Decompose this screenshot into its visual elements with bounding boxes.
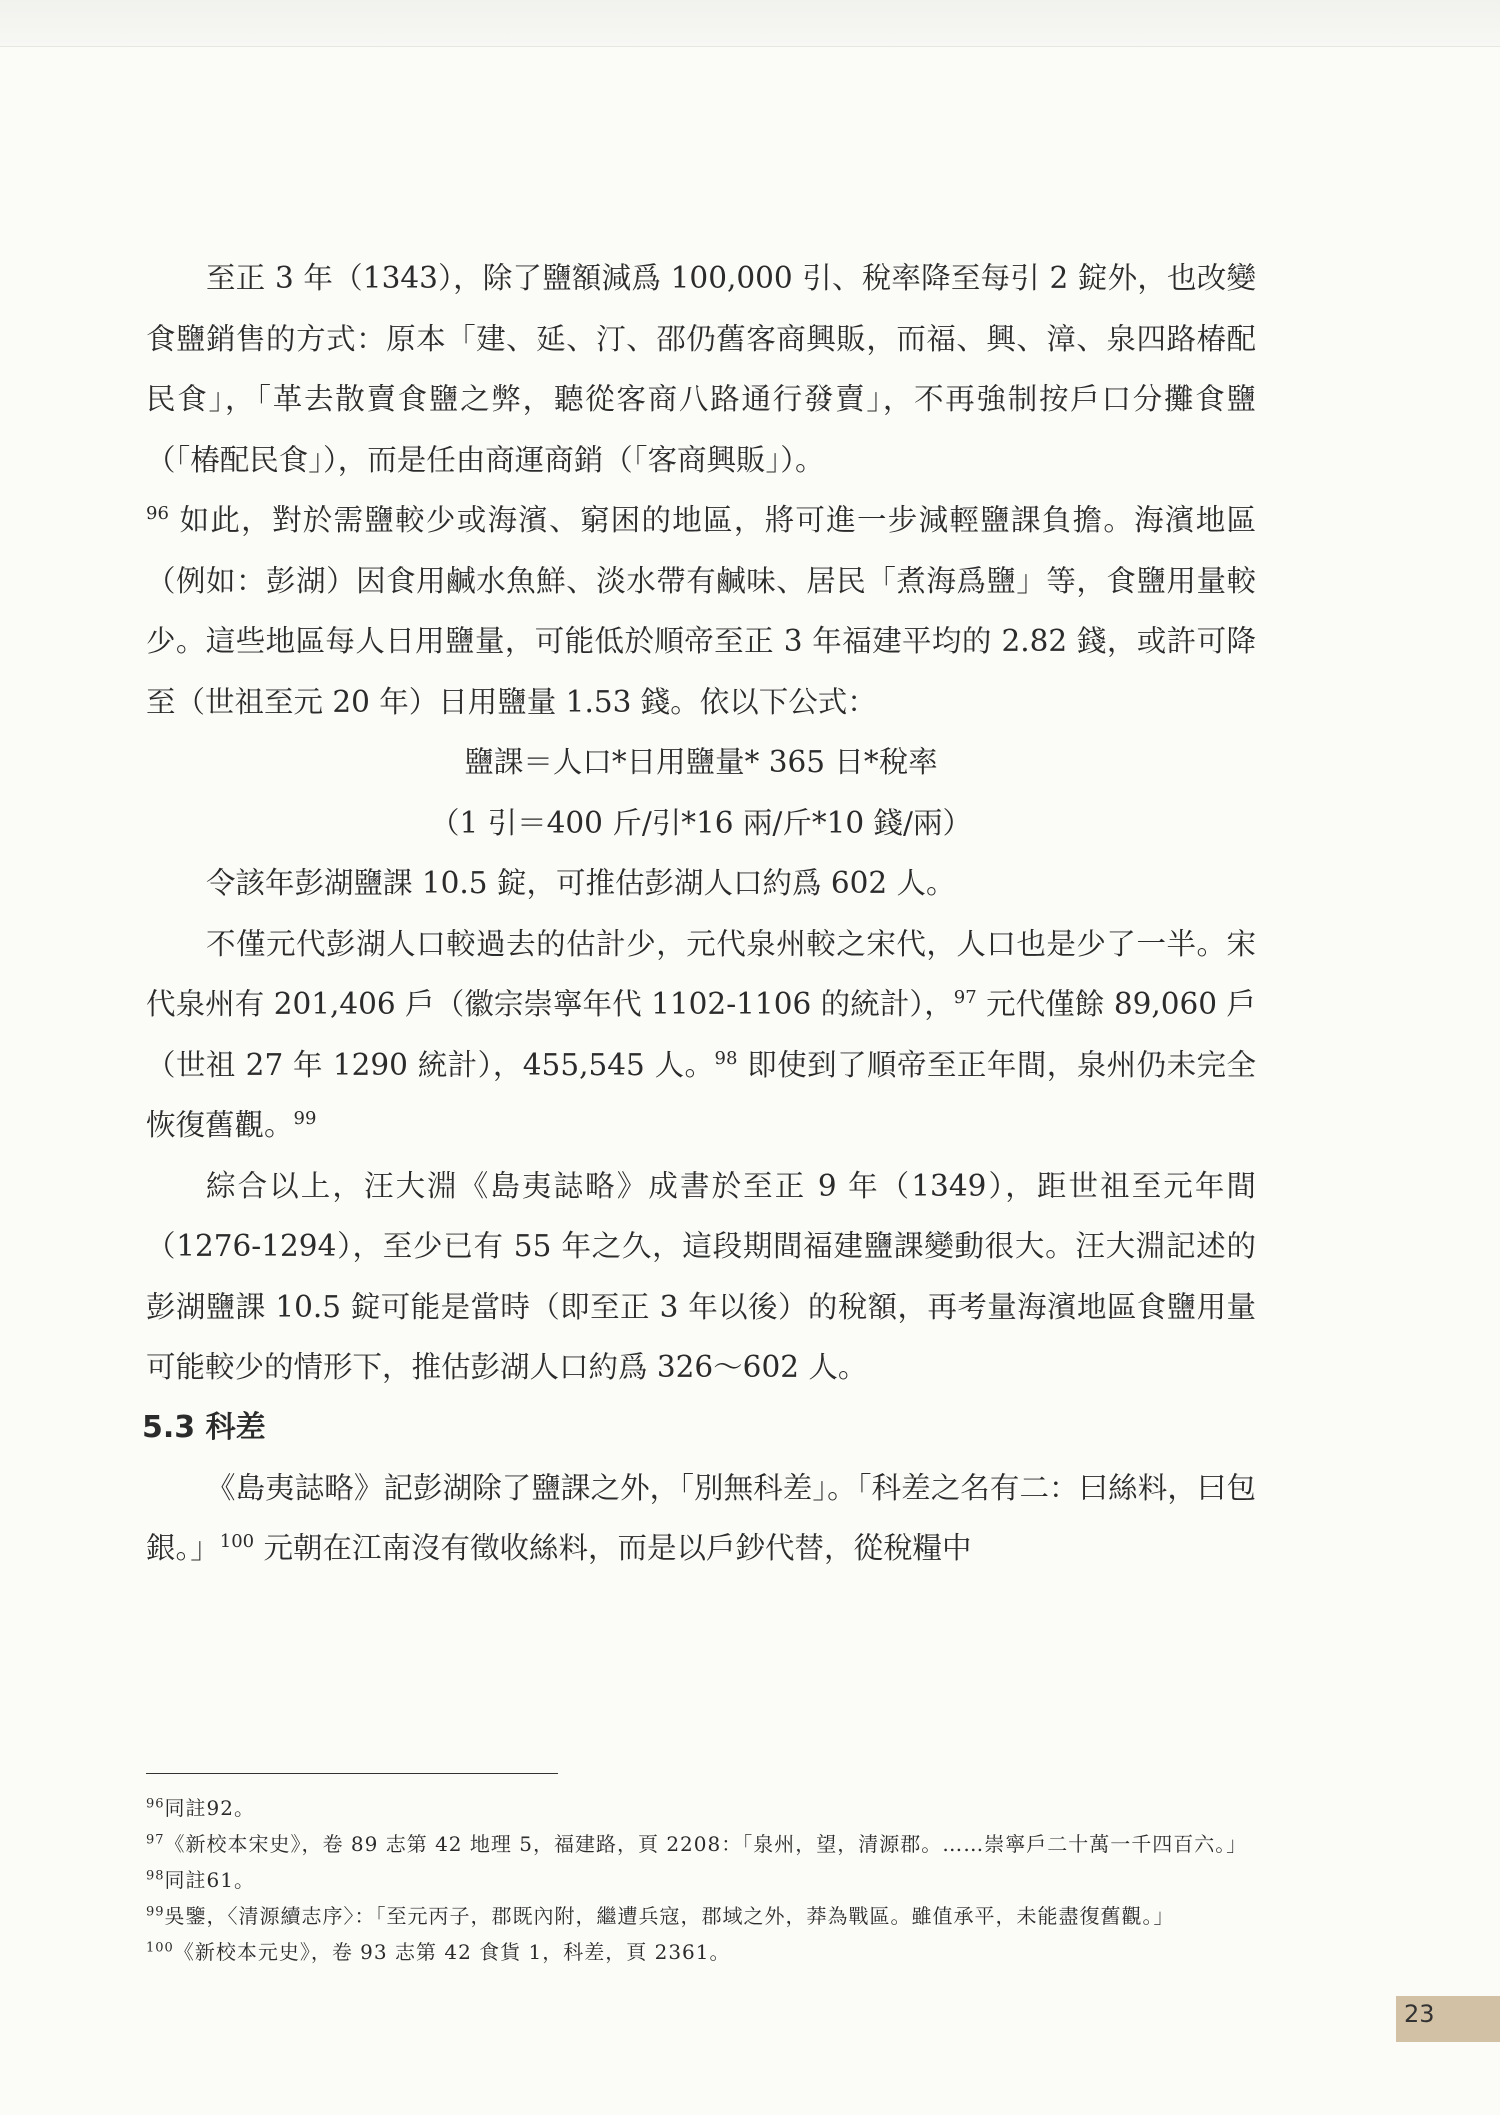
footnote-ref-99[interactable]: 99 (293, 1108, 317, 1130)
footnote-ref-100[interactable]: 100 (219, 1531, 255, 1553)
body-text (142, 248, 1256, 1579)
paragraph-kechai: 《島夷誌略》記彭湖除了鹽課之外，「別無科差」。「科差之名有二：曰絲料，曰包銀。」$^{100}$ 元朝在江南沒有徵收絲料，而是以戶鈔代替，從稅糧中 (146, 1470, 1256, 1565)
formula-salt-tax: 鹽課＝人口*日用鹽量* 365 日*稅率 (464, 745, 938, 779)
paragraph-quanzhou-population: 不僅元代彭湖人口較過去的估計少，元代泉州較之宋代，人口也是少了一半。宋代泉州有 201,406 戶（徽宗崇寧年代 1102-1106 的統計），$^{97}$ 元代僅餘 89,060 戶（世祖 27 年 1290 統計），455,545 人。$^{98}$ 即使到了順帝至正年間，泉州仍未完全恢復舊觀。$^{99}$ (146, 926, 1256, 1142)
footnote-ref-98[interactable]: 98 (714, 1047, 738, 1069)
footnote-96: $^{96}$同註92。 (146, 1796, 255, 1820)
paragraph-salt-tax-1343: 至正 3 年（1343），除了鹽額減爲 100,000 引、稅率降至每引 2 錠外，也改變食鹽銷售的方式：原本「建、延、汀、邵仍舊客商興販，而福、興、漳、泉四路椿配民食」，「革去散賣食鹽之弊，聽從客商八路通行發賣」，不再強制按戶口分攤食鹽（「椿配民食」），而是任由商運商銷（「客商興販」）。 (146, 261, 1256, 477)
page-top-band (0, 0, 1500, 47)
paragraph-summary: 綜合以上，汪大淵《島夷誌略》成書於至正 9 年（1349），距世祖至元年間（1276-1294），至少已有 55 年之久，這段期間福建鹽課變動很大。汪大淵記述的彭湖鹽課 10.5 錠可能是當時（即至正 3 年以後）的稅額，再考量海濱地區食鹽用量可能較少的情形下，推估彭湖人口約爲 326～602 人。 (146, 1168, 1256, 1384)
footnote-ref-96[interactable]: 96 (146, 503, 169, 525)
section-heading: 5.3 科差 (142, 1409, 266, 1445)
paragraph-population-estimate: 令該年彭湖鹽課 10.5 錠，可推估彭湖人口約爲 602 人。 (206, 866, 956, 900)
formula-units: （1 引＝400 斤/引*16 兩/斤*10 錢/兩） (430, 805, 972, 840)
footnote-98: $^{98}$同註61。 (146, 1868, 255, 1892)
paragraph-salt-reduction: $^{96}$ 如此，對於需鹽較少或海濱、窮困的地區，將可進一步減輕鹽課負擔。海濱地區（例如：彭湖）因食用鹹水魚鮮、淡水帶有鹹味、居民「煮海爲鹽」等，食鹽用量較少。這些地區每人日用鹽量，可能低於順帝至正 3 年福建平均的 2.82 錢，或許可降至（世祖至元 20 年）日用鹽量 1.53 錢。依以下公式： (146, 503, 1256, 719)
footnote-100: $^{100}$《新校本元史》，卷 93 志第 42 食貨 1，科差，頁 2361。 (146, 1940, 731, 1964)
footnote-99: $^{99}$吳鑒，〈清源續志序〉：「至元丙子，郡既內附，繼遭兵寇，郡域之外，莽為戰區。雖值承平，未能盡復舊觀。」 (146, 1904, 1175, 1928)
footnote-97: $^{97}$《新校本宋史》，卷 89 志第 42 地理 5，福建路，頁 2208：「泉州，望，清源郡。……崇寧戶二十萬一千四百六。」 (146, 1832, 1248, 1856)
footnote-separator (146, 1773, 558, 1774)
footnotes (146, 1792, 1256, 1972)
footnote-ref-97[interactable]: 97 (953, 987, 977, 1009)
page-number: 23 (1404, 2000, 1435, 2028)
